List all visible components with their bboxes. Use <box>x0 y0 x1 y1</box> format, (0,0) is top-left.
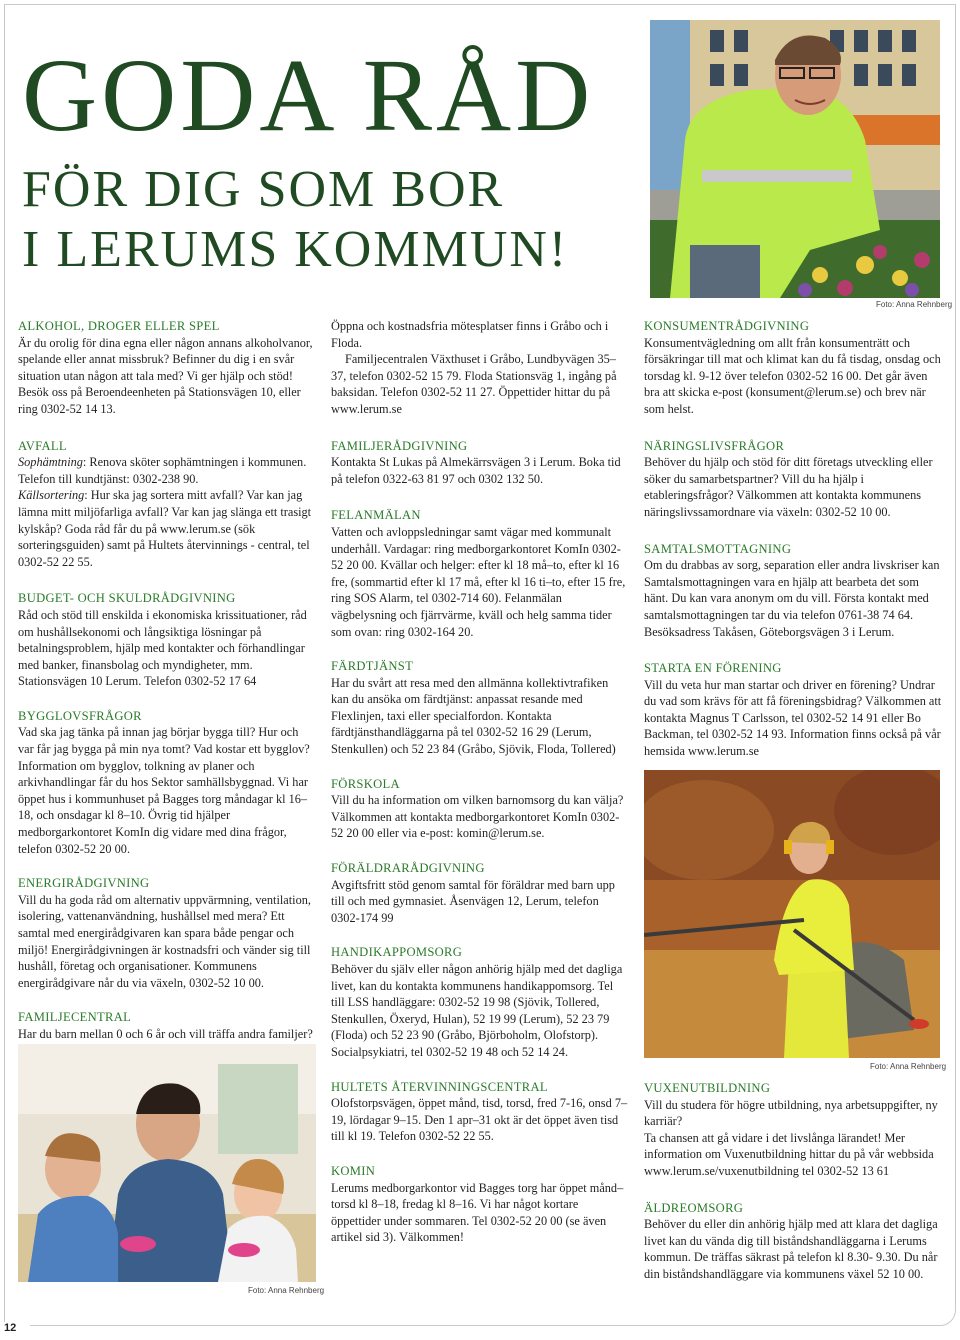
headline: GODA RÅD <box>22 38 595 153</box>
section-heading: HULTETS ÅTERVINNINGSCENTRAL <box>331 1079 548 1094</box>
section-text: Vill du studera för högre utbildning, nya arbetsuppgifter, ny karriär? <box>644 1097 938 1129</box>
photo-credit-middle: Foto: Anna Rehnberg <box>870 1062 947 1071</box>
subheadline-line-2: I LERUMS KOMMUN! <box>22 221 569 278</box>
section-heading: VUXENUTBILDNING <box>644 1081 771 1095</box>
section-text <box>18 487 316 570</box>
section-konsument <box>644 318 942 418</box>
section-text: Har du barn mellan 0 och 6 år och vill träffa andra familjer? <box>18 1026 313 1041</box>
section-text: Vill du veta hur man startar och driver en förening? Undrar du vad som krävs för att få föreningsbidrag? Välkommen att kontakta Magnus T Carlsson, tel 0302-52 14 91 eller Bo Backman, tel 0302-52 14 93. Information finns också på vår hemsida www.lerum.se <box>644 677 942 759</box>
section-text: Är du orolig för dina egna eller någon annans alkoholvanor, spelande eller annat missbruk? Befinner du dig i en svår situation utan någon att tala med? Vi ger hjälp och stöd! Besök oss på Beroendeenheten på Stationsvägen 10, eller ring 0302-52 14 13. <box>18 335 313 416</box>
section-text-part: : Renova sköter sophämtningen i kommunen. Telefon till kundtjänst: 0302-238 90. <box>18 455 307 486</box>
section-familjecentral <box>18 1009 316 1042</box>
section-text: Råd och stöd till enskilda i ekonomiska krissituationer, råd om hushållsekonomi och långsiktiga lösningar på betalningsproblem, hjälp med kontakter och förhandlingar med banker, finansbolag och myndigheter, mm. Stationsvägen 10 Lerum. Telefon 0302-52 17 64 <box>18 607 307 689</box>
section-heading: BYGGLOVSFRÅGOR <box>18 708 142 723</box>
section-text: Familjecentralen Växthuset i Gråbo, Lundbyvägen 35–37, telefon 0302-52 15 79. Floda Stationsväg 1, ingång på baksidan. Telefon 0302-52 11 27. Öppettider hittar du på www.lerum.se <box>331 352 617 416</box>
section-heading: BUDGET- OCH SKULDRÅDGIVNING <box>18 591 236 606</box>
section-text: Vatten och avloppsledningar samt vägar med kommunalt underhåll. Vardagar: ring medborgarkontoret KomIn 0302-52 20 00. Kvällar och helger: efter kl 18 må–to, efter kl 16 fre, (sommartid efter kl 17 må, efter kl 16 ti–to, efter 15 fre, ring SOS Alarm, tel 0302-714 60). Felanmälan vägbelysning och fjärrvärme, kväll och helg samma tider som ovan: ring 0302-164 20. <box>331 524 626 639</box>
photo-gardener <box>650 20 940 298</box>
section-text: Öppna och kostnadsfria mötesplatser finns i Gråbo och i Floda. <box>331 319 609 350</box>
section-familjeradgivning <box>331 438 629 488</box>
section-aldreomsorg <box>644 1200 942 1283</box>
section-text: Vad ska jag tänka på innan jag börjar bygga till? Hur och var får jag bygga på min nya tomt? Vad kostar ett bygglov? Information om bygglov, tolkning av planer och arkivhandlingar får du hos Sektor samhällsbyggnad. Vi har öppet hus i kommunhuset på Bagges torg måndagar kl 16–18, och onsdagar kl 8–10. Övrig tid hjälper medborgarkontoret KomIn dig vidare med dina frågor, telefon 0302-52 20 00. <box>18 725 310 856</box>
column-right-upper <box>644 318 942 774</box>
section-avfall <box>18 438 316 571</box>
section-energi <box>18 875 316 991</box>
section-fardtjanst <box>331 658 629 758</box>
section-text: Om du drabbas av sorg, separation eller andra livskriser kan Samtalsmottagningen vara en hjälp att bearbeta det som hänt. Du kan vara anonym om du vill. Första kontakt med samtalsmottagningen tar du via telefon 0761-38 74 64. Besöksadress Takåsen, Göteborgsvägen 3 i Lerum. <box>644 558 940 639</box>
section-text: Behöver du eller din anhörig hjälp med att klara det dagliga livet kan du vända dig till biståndshandläggarna i Lerums kommun. De träffas säkrast på telefon kl 8.30- 9.30. Du når din biståndshandläggare via kommunens växel 52 10 00. <box>644 1217 938 1281</box>
section-heading: FÖRÄLDRARÅDGIVNING <box>331 861 485 876</box>
section-foraldraradgivning <box>331 860 629 926</box>
section-heading: ALKOHOL, DROGER ELLER SPEL <box>18 319 220 333</box>
subheadline <box>22 160 568 280</box>
column-middle <box>331 318 629 1260</box>
section-komin <box>331 1163 629 1246</box>
section-hultet <box>331 1079 629 1145</box>
section-heading: FELANMÄLAN <box>331 508 421 523</box>
section-samtalsmottagning <box>644 541 942 641</box>
page-number: 12 <box>0 1322 30 1340</box>
section-budget <box>18 590 316 690</box>
section-text: Behöver du själv eller någon anhörig hjälp med det dagliga livet, kan du kontakta kommunens handikappomsorg. Tel till LSS handläggare: 0302-52 19 98 (Sjövik, Tollered, Stenkullen, Öxeryd, Hulan), 52 19 99 (Lerum), 52 23 79 (Floda) och 52 23 90 (Gråbo, Björboholm, Olofstorp). Socialpsykiatri, tel 0302-52 19 48 och 52 14 24. <box>331 962 623 1059</box>
section-heading: AVFALL <box>18 438 67 453</box>
section-heading: STARTA EN FÖRENING <box>644 661 782 676</box>
column-right-lower <box>644 1080 942 1297</box>
italic-term: Källsortering <box>18 488 85 503</box>
section-handikappomsorg <box>331 944 629 1060</box>
section-text: Har du svårt att resa med den allmänna kollektivtrafiken kan du ansöka om färdtjänst: anpassat resande med Flexlinjen, taxi eller specialfordon. Kontakta färdtjänsthandläggarna på tel 0302-52 16 29 (Lerum, Stenkullen) och 52 23 84 (Gråbo, Sjövik, Floda, Tollered) <box>331 675 616 757</box>
section-text-part: : Hur ska jag sortera mitt avfall? Var kan jag lämna mitt miljöfarliga avfall? Var kan jag slänga ett trasigt kylskåp? Goda råd får du på www.lerum.se (sök sorteringsguiden) samt på Hultets återvinnings - central, tel 0302-52 22 55. <box>18 488 312 569</box>
section-heading: ENERGIRÅDGIVNING <box>18 876 150 891</box>
photo-credit-top: Foto: Anna Rehnberg <box>876 300 953 309</box>
section-text: Vill du ha goda råd om alternativ uppvärmning, ventilation, isolering, vattenanvändning, hushållsel med mera? Ett samtal med energirådgivaren kan spara både pengar och miljö! Energirådgivningen är kostnadsfri och vänder sig till hushåll, företag och organisationer. Kommunens energirådgivare når du via växeln, 0302-52 10 00. <box>18 892 311 990</box>
section-heading: FAMILJERÅDGIVNING <box>331 438 468 453</box>
section-text: Vill du ha information om vilken barnomsorg du kan välja? Välkommen att kontakta medborgarkontoret KomIn 0302-52 20 00 eller via e-post: komin@lerum.se. <box>331 793 624 841</box>
section-heading: FAMILJECENTRAL <box>18 1010 132 1025</box>
section-text: Kontakta St Lukas på Almekärrsvägen 3 i Lerum. Boka tid på telefon 0322-63 81 97 och 0302 132 50. <box>331 455 621 486</box>
section-heading: KOMIN <box>331 1163 376 1178</box>
subheadline-line-1: FÖR DIG SOM BOR <box>22 161 505 218</box>
section-text: Behöver du hjälp och stöd för ditt företags utveckling eller söker du samarbetspartner? Vill du ha hjälp i etableringsfrågor? Välkommen att kontakta kommunens näringslivssamordnare via växeln: 0302-52 10 00. <box>644 455 933 519</box>
section-heading: HANDIKAPPOMSORG <box>331 945 463 960</box>
column-left <box>18 318 316 1057</box>
section-text: Konsumentvägledning om allt från konsumenträtt och försäkringar till mat och klimat kan du få tisdag, onsdag och torsdag kl. 9-12 över telefon 0302-52 16 00. Det går även bra att skicka e-post (konsument@lerum.se) och brev när som helst. <box>644 335 941 416</box>
section-alkohol <box>18 318 316 418</box>
section-heading: FÖRSKOLA <box>331 776 400 791</box>
section-bygglov <box>18 708 316 857</box>
section-heading: ÄLDREOMSORG <box>644 1200 744 1215</box>
section-text: Lerums medborgarkontor vid Bagges torg har öppet månd–torsd kl 8–18, fredag kl 8–16. Vi har något kortare öppettider under sommaren. Tel 0302-52 20 00 (se även artikel sid 3). Välkommen! <box>331 1180 624 1245</box>
section-text: Avgiftsfritt stöd genom samtal för föräldrar med barn upp till och med gymnasiet. Åsenvägen 12, Lerum, telefon 0302-174 99 <box>331 877 615 925</box>
section-forening <box>644 660 942 760</box>
section-heading: SAMTALSMOTTAGNING <box>644 541 792 556</box>
photo-trimmer-worker <box>644 770 940 1058</box>
section-naringsliv <box>644 438 942 521</box>
photo-family <box>18 1044 316 1282</box>
photo-credit-bottom-left: Foto: Anna Rehnberg <box>248 1286 325 1295</box>
section-text <box>18 454 316 487</box>
section-felanmalan <box>331 507 629 640</box>
italic-term: Sophämtning <box>18 455 83 470</box>
section-vuxenutbildning <box>644 1080 942 1180</box>
section-forskola <box>331 776 629 842</box>
section-heading: KONSUMENTRÅDGIVNING <box>644 319 810 333</box>
section-text: Ta chansen att gå vidare i det livslånga lärandet! Mer information om Vuxenutbildning hittar du på vår webbsida www.lerum.se/vuxenutbildning tel 0302-52 13 61 <box>644 1130 934 1178</box>
section-heading: FÄRDTJÄNST <box>331 659 414 674</box>
section-familjecentral-cont <box>331 318 629 418</box>
section-text: Olofstorpsvägen, öppet månd, tisd, torsd, fred 7-16, onsd 7–19, lördagar 9–15. Den 1 apr–31 okt är det öppet även tisd till kl 19. Telefon 0302-52 22 55. <box>331 1096 628 1144</box>
section-heading: NÄRINGSLIVSFRÅGOR <box>644 438 785 453</box>
